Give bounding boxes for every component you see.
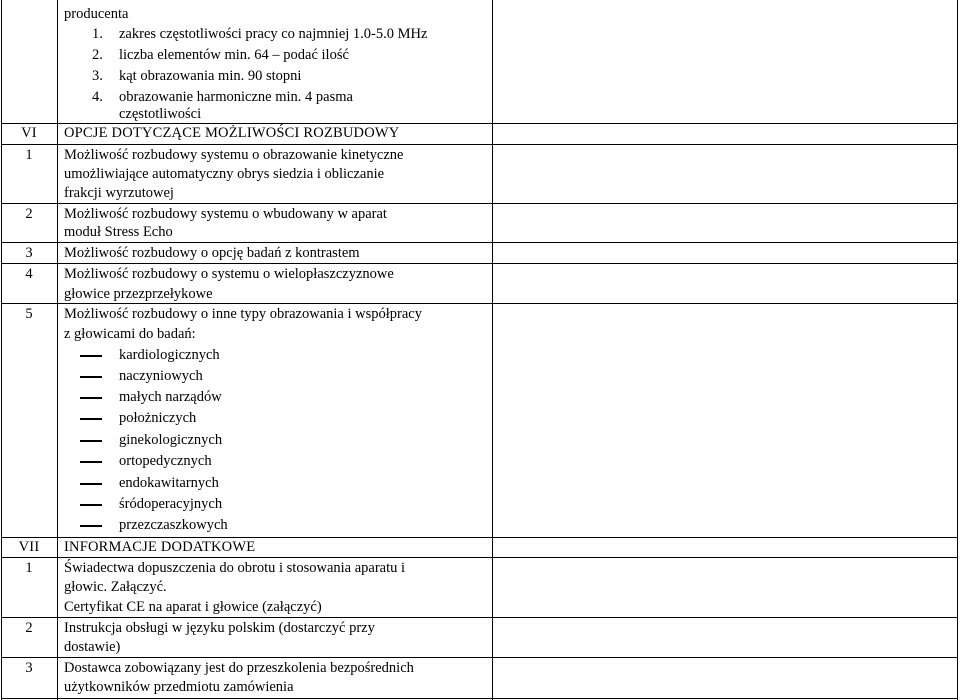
table-border-right	[957, 0, 958, 700]
row-number: 1	[25, 560, 33, 576]
row-text: frakcji wyrzutowej	[64, 185, 174, 201]
probe-item: endokawitarnych	[119, 475, 219, 491]
list-item: liczba elementów min. 64 – podać ilość	[119, 47, 349, 63]
row-text: dostawie)	[64, 639, 121, 655]
row-text: Możliwość rozbudowy o systemu o wielopłaszczyznowe	[64, 266, 394, 282]
section-number: VII	[18, 539, 40, 555]
list-number: 2.	[92, 47, 103, 63]
table-border-left	[1, 0, 2, 700]
row-number: 4	[25, 266, 33, 282]
probe-item: naczyniowych	[119, 368, 203, 384]
bullet-dash	[80, 483, 102, 485]
continued-text: producenta	[64, 6, 129, 22]
probe-item: ginekologicznych	[119, 432, 223, 448]
row-text: Certyfikat CE na aparat i głowice (załączyć)	[64, 599, 322, 615]
probe-item: ortopedycznych	[119, 453, 212, 469]
section-title: INFORMACJE DODATKOWE	[64, 539, 256, 555]
row-text: z głowicami do badań:	[64, 326, 196, 342]
bullet-dash	[80, 355, 102, 357]
bullet-dash	[80, 525, 102, 527]
section-title: OPCJE DOTYCZĄCE MOŻLIWOŚCI ROZBUDOWY	[64, 125, 400, 141]
probe-item: małych narządów	[119, 389, 222, 405]
row-text: Instrukcja obsługi w języku polskim (dostarczyć przy	[64, 620, 375, 636]
row-text: Dostawca zobowiązany jest do przeszkolenia bezpośrednich	[64, 660, 414, 676]
probe-item: przezczaszkowych	[119, 517, 228, 533]
row-text: głowice przezprzełykowe	[64, 286, 213, 302]
row-text: użytkowników przedmiotu zamówienia	[64, 679, 294, 695]
probe-item: położniczych	[119, 410, 197, 426]
row-text: Świadectwa dopuszczenia do obrotu i stosowania aparatu i	[64, 560, 406, 576]
list-number: 3.	[92, 68, 103, 84]
bullet-dash	[80, 418, 102, 420]
row-text: Możliwość rozbudowy systemu o wbudowany w aparat	[64, 206, 387, 222]
row-text: moduł Stress Echo	[64, 224, 173, 240]
row-number: 1	[25, 147, 33, 163]
list-item-continuation: częstotliwości	[119, 106, 202, 122]
row-number: 2	[25, 620, 33, 636]
row-number: 3	[25, 245, 33, 261]
row-number: 2	[25, 206, 33, 222]
probe-item: śródoperacyjnych	[119, 496, 223, 512]
bullet-dash	[80, 397, 102, 399]
list-item: zakres częstotliwości pracy co najmniej 1.0-5.0 MHz	[119, 26, 428, 42]
row-number: 5	[25, 306, 33, 322]
table-col-divider-2	[492, 0, 493, 700]
row-text: Możliwość rozbudowy o inne typy obrazowania i współpracy	[64, 306, 422, 322]
bullet-dash	[80, 440, 102, 442]
table-border-bottom	[1, 698, 958, 699]
bullet-dash	[80, 461, 102, 463]
table-col-divider-1	[57, 0, 58, 700]
row-text: głowic. Załączyć.	[64, 579, 167, 595]
bullet-dash	[80, 376, 102, 378]
list-item: obrazowanie harmoniczne min. 4 pasma	[119, 89, 353, 105]
probe-item: kardiologicznych	[119, 347, 220, 363]
list-item: kąt obrazowania min. 90 stopni	[119, 68, 302, 84]
section-number: VI	[21, 125, 37, 141]
bullet-dash	[80, 504, 102, 506]
list-number: 4.	[92, 89, 103, 105]
row-text: umożliwiające automatyczny obrys siedzia i obliczanie	[64, 166, 385, 182]
row-number: 3	[25, 660, 33, 676]
list-number: 1.	[92, 26, 103, 42]
row-text: Możliwość rozbudowy systemu o obrazowanie kinetyczne	[64, 147, 404, 163]
row-text: Możliwość rozbudowy o opcję badań z kontrastem	[64, 245, 360, 261]
